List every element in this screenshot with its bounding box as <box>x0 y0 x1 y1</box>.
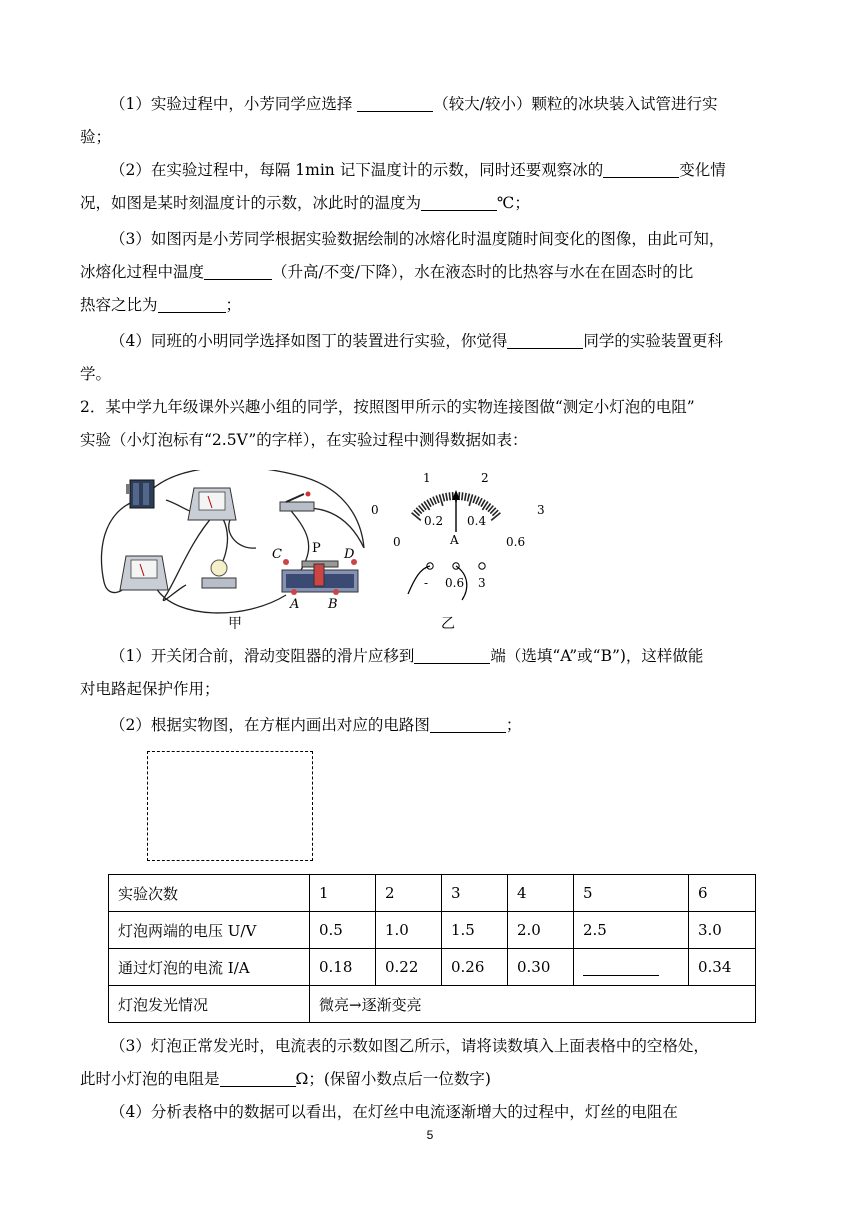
dial-bottom-label-2: 0.4 <box>467 514 487 528</box>
answer-blank[interactable] <box>357 93 433 112</box>
dial-tick <box>446 493 447 501</box>
rheostat-label-A: A <box>290 597 300 612</box>
rheostat-label-B: B <box>328 597 338 612</box>
table-cell: 0.18 <box>310 949 376 986</box>
terminal-minus-label: - <box>424 576 429 590</box>
dial-bottom-label-3: 0.6 <box>506 535 526 549</box>
ammeter-dial <box>371 471 545 600</box>
table-cell: 2 <box>376 875 442 912</box>
dial-top-label-3: 3 <box>537 503 545 517</box>
dial-top-label-1: 1 <box>423 471 431 485</box>
answer-blank[interactable] <box>507 330 583 349</box>
q2-part3-text-b: 此时小灯泡的电阻是 <box>80 1070 220 1088</box>
q2-part1-line2: 对电路起保护作用； <box>80 680 220 698</box>
q1-part4-line1 <box>110 329 810 353</box>
dial-tick <box>449 492 450 500</box>
answer-blank[interactable] <box>430 714 506 733</box>
q2-part1-line1 <box>110 644 810 668</box>
table-header-cell: 灯泡两端的电压 U/V <box>109 912 310 949</box>
q1-part3-line2 <box>80 260 780 284</box>
q1-part4-line2: 学。 <box>80 365 112 383</box>
page-number: 5 <box>426 1128 434 1142</box>
dial-tick <box>468 494 470 502</box>
circuit-diagram-box[interactable] <box>147 751 313 861</box>
dial-tick <box>430 498 434 505</box>
q1-part3-text-d: 热容之比为 <box>80 296 158 314</box>
figure-caption-yi: 乙 <box>441 616 455 632</box>
dial-tick <box>478 498 482 505</box>
table-row <box>109 875 756 912</box>
voltmeter-icon <box>188 488 236 520</box>
table-cell: 5 <box>574 875 689 912</box>
dial-unit-label: A <box>450 533 459 547</box>
q2-part1-text-a: （1）开关闭合前，滑动变阻器的滑片应移到 <box>110 647 415 665</box>
q1-part3-line1: （3）如图丙是小芳同学根据实验数据绘制的冰熔化时温度随时间变化的图像，由此可知， <box>110 230 725 248</box>
table-cell: 0.30 <box>508 949 574 986</box>
terminal-06-label: 0.6 <box>445 576 465 590</box>
table-cell: 0.34 <box>689 949 756 986</box>
answer-blank[interactable] <box>603 159 679 178</box>
answer-blank[interactable] <box>421 192 497 211</box>
table-cell: 2.0 <box>508 912 574 949</box>
q1-part2-text-a: （2）在实验过程中，每隔 1min 记下温度计的示数，同时还要观察冰的 <box>110 161 604 179</box>
answer-blank[interactable] <box>414 645 490 664</box>
table-cell: 4 <box>508 875 574 912</box>
dial-tick <box>476 497 479 504</box>
rheostat-label-P: P <box>312 541 321 556</box>
q1-part2-line1 <box>110 158 810 182</box>
dial-tick <box>469 494 472 506</box>
q2-part2-text-b: ； <box>505 716 522 734</box>
rheostat-label-C: C <box>272 547 282 562</box>
table-row <box>109 986 756 1023</box>
answer-blank[interactable] <box>204 261 272 280</box>
dial-bottom-label-0: 0 <box>393 535 401 549</box>
table-header-cell: 实验次数 <box>109 875 310 912</box>
q1-part1-line1 <box>110 92 810 116</box>
table-header-cell: 灯泡发光情况 <box>109 986 310 1023</box>
dial-tick <box>443 494 445 502</box>
switch-icon <box>280 492 314 512</box>
table-cell: 0.26 <box>442 949 508 986</box>
q1-part3-text-c: （升高/不变/下降），水在液态时的比热容与水在在固态时的比 <box>272 263 694 281</box>
table-cell: 1.0 <box>376 912 442 949</box>
table-cell: 3.0 <box>689 912 756 949</box>
q1-part2-text-b: 变化情 <box>679 161 726 179</box>
dial-tick <box>436 496 439 504</box>
table-row <box>109 912 756 949</box>
q1-part3-line3 <box>80 293 780 317</box>
table-header-cell: 通过灯泡的电流 I/A <box>109 949 310 986</box>
rheostat-icon <box>282 559 358 595</box>
table-cell: 3 <box>442 875 508 912</box>
q2-part1-text-b: 端（选填“A”或“B”)，这样做能 <box>490 647 704 665</box>
dial-tick <box>465 493 466 501</box>
q1-part2-line2 <box>80 191 780 215</box>
dial-tick <box>433 497 436 504</box>
q2-part4-line1: （4）分析表格中的数据可以看出，在灯丝中电流逐渐增大的过程中，灯丝的电阻在 <box>110 1103 678 1121</box>
q1-part4-text-b: 同学的实验装置更科 <box>583 332 723 350</box>
dial-tick <box>412 513 421 521</box>
dial-tick <box>439 494 442 506</box>
answer-blank[interactable] <box>220 1068 296 1087</box>
table-cell: 2.5 <box>574 912 689 949</box>
terminal-3-label: 3 <box>478 576 486 590</box>
q1-part1-text-a: （1）实验过程中，小芳同学应选择 <box>110 95 358 113</box>
lamp-icon <box>202 560 236 588</box>
q1-part2-text-d: ℃； <box>497 194 530 212</box>
terminal-3 <box>479 563 485 569</box>
dial-tick <box>462 492 463 500</box>
dial-top-label-2: 2 <box>481 471 489 485</box>
table-cell: 0.22 <box>376 949 442 986</box>
table-cell: 6 <box>689 875 756 912</box>
q2-part3-line1: （3）灯泡正常发光时，电流表的示数如图乙所示，请将读数填入上面表格中的空格处， <box>110 1037 709 1055</box>
q1-part3-text-e: ； <box>225 296 242 314</box>
dial-tick <box>473 496 476 504</box>
q1-part1-text-b: （较大/较小）颗粒的冰块装入试管进行实 <box>433 95 718 113</box>
q1-part2-text-c: 况，如图是某时刻温度计的示数，冰此时的温度为 <box>80 194 422 212</box>
ammeter-icon <box>120 556 168 590</box>
table-cell: 1 <box>310 875 376 912</box>
q2-part2-line1 <box>110 713 810 737</box>
q2-part3-text-c: Ω；(保留小数点后一位数字) <box>295 1070 491 1088</box>
data-table <box>108 874 756 1023</box>
q1-part3-text-b: 冰熔化过程中温度 <box>80 263 205 281</box>
table-row <box>109 949 756 986</box>
battery-icon <box>126 480 154 508</box>
rheostat-label-D: D <box>344 547 355 562</box>
q2-part3-line2 <box>80 1067 780 1091</box>
q1-part1-line2: 验； <box>80 128 112 146</box>
q2-intro-line2: 实验（小灯泡标有“2.5V”的字样），在实验过程中测得数据如表： <box>80 431 528 449</box>
table-cell-glow: 微亮→逐渐变亮 <box>310 986 756 1023</box>
q1-part4-text-a: （4）同班的小明同学选择如图丁的装置进行实验，你觉得 <box>110 332 508 350</box>
figure-caption-jia: 甲 <box>228 616 242 632</box>
table-cell: 1.5 <box>442 912 508 949</box>
circuit-figure <box>96 470 576 635</box>
table-cell-blank[interactable] <box>574 949 689 986</box>
answer-blank[interactable] <box>583 957 659 976</box>
q2-intro-line1: 2．某中学九年级课外兴趣小组的同学，按照图甲所示的实物连接图做“测定小灯泡的电阻” <box>80 398 695 416</box>
table-cell: 0.5 <box>310 912 376 949</box>
dial-bottom-label-1: 0.2 <box>424 514 444 528</box>
q2-part2-text-a: （2）根据实物图，在方框内画出对应的电路图 <box>110 716 430 734</box>
dial-tick <box>491 513 500 521</box>
answer-blank[interactable] <box>158 294 226 313</box>
dial-top-label-0: 0 <box>371 503 379 517</box>
